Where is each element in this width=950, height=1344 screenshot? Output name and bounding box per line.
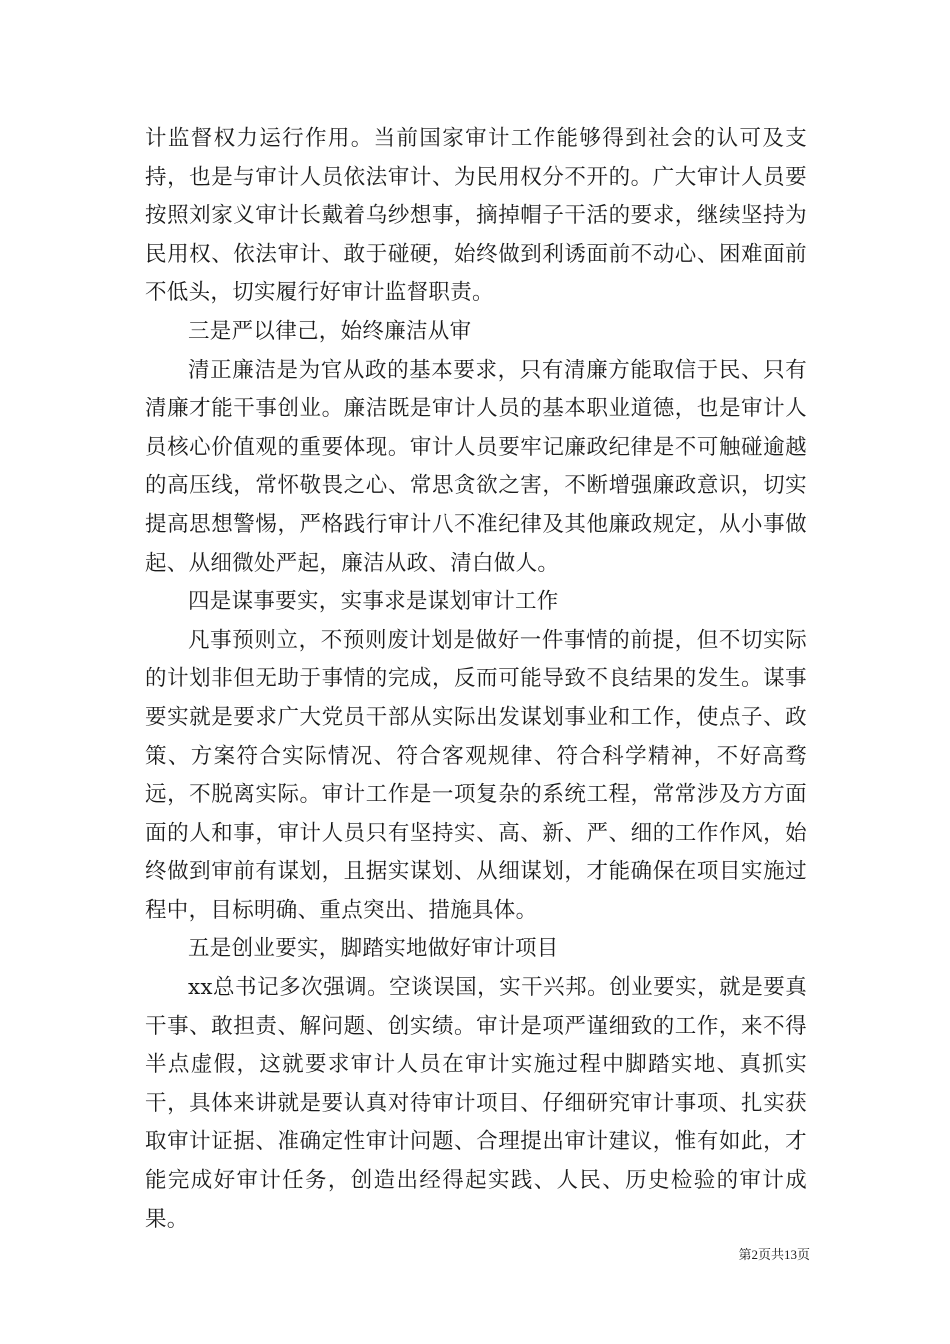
paragraph-planning: 凡事预则立，不预则废计划是做好一件事情的前提，但不切实际的计划非但无助于事情的完成，反而可能导致不良结果的发生。谋事要实就是要求广大党员干部从实际出发谋划事业和工作，使点子、政策、方案符合实际情况、符合客观规律、符合科学精神，不好高骛远，不脱离实际。审计工作是一项复杂的系统工程，常常涉及方方面面的人和事，审计人员只有坚持实、高、新、严、细的工作作风，始终做到审前有谋划，且据实谋划、从细谋划，才能确保在项目实施过程中，目标明确、重点突出、措施具体。 — [145, 627, 807, 923]
section-heading-5: 五是创业要实，脚踏实地做好审计项目 — [188, 936, 559, 962]
footer-suffix: 页 — [796, 1248, 810, 1263]
document-body — [145, 120, 807, 1239]
footer-prefix: 第 — [738, 1248, 752, 1263]
paragraph-integrity: 清正廉洁是为官从政的基本要求，只有清廉方能取信于民、只有清廉才能干事创业。廉洁既是审计人员的基本职业道德，也是审计人员核心价值观的重要体现。审计人员要牢记廉政纪律是不可触碰逾越的高压线，常怀敬畏之心、常思贪欲之害，不断增强廉政意识，切实提高思想警惕，严格践行审计八不准纪律及其他廉政规定，从小事做起、从细微处严起，廉洁从政、清白做人。 — [145, 357, 807, 576]
page-footer — [670, 1247, 810, 1264]
section-heading-4: 四是谋事要实，实事求是谋划审计工作 — [188, 589, 559, 615]
section-heading-3: 三是严以律己，始终廉洁从审 — [188, 318, 472, 344]
paragraph-practice: xx总书记多次强调。空谈误国，实干兴邦。创业要实，就是要真干事、敢担责、解问题、创实绩。审计是项严谨细致的工作，来不得半点虚假，这就要求审计人员在审计实施过程中脚踏实地、真抓实干，具体来讲就是要认真对待审计项目、仔细研究审计事项、扎实获取审计证据、准确定性审计问题、合理提出审计建议，惟有如此，才能完成好审计任务，创造出经得起实践、人民、历史检验的审计成果。 — [145, 975, 807, 1232]
footer-current-page: 2 — [751, 1247, 758, 1262]
paragraph-continuation: 计监督权力运行作用。当前国家审计工作能够得到社会的认可及支持，也是与审计人员依法审计、为民用权分不开的。广大审计人员要按照刘家义审计长戴着乌纱想事，摘掉帽子干活的要求，继续坚持为民用权、依法审计、敢于碰硬，始终做到利诱面前不动心、困难面前不低头，切实履行好审计监督职责。 — [145, 126, 807, 306]
footer-middle: 页共 — [757, 1248, 784, 1263]
footer-total-pages: 13 — [783, 1247, 797, 1262]
